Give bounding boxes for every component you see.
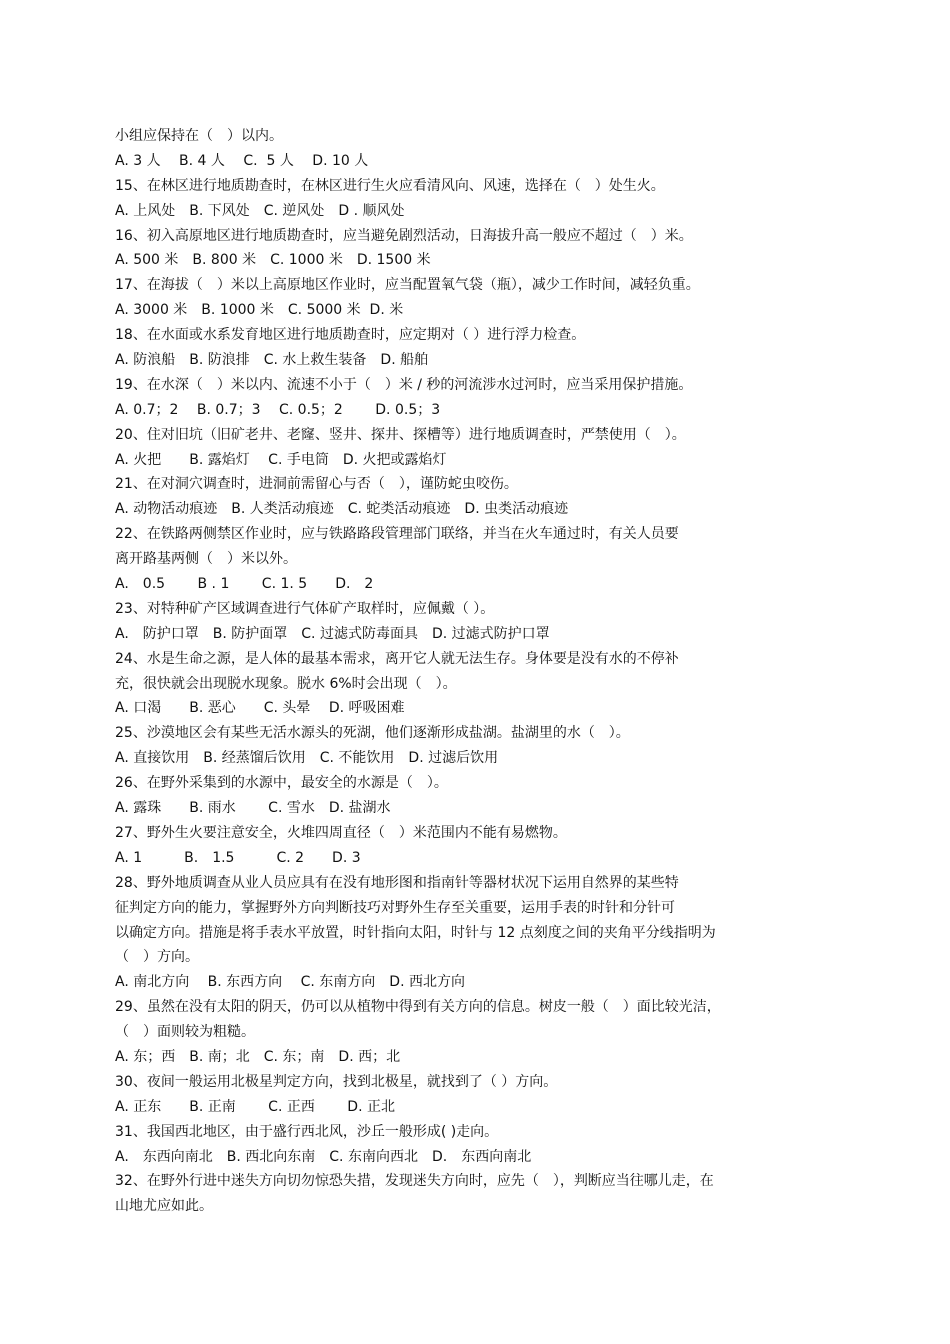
- answer-options-line: A. 0.7；2 B. 0.7；3 C. 0.5；2 D. 0.5；3: [115, 401, 441, 418]
- answer-options-line: A. 火把 B. 露焰灯 C. 手电筒 D. 火把或露焰灯: [115, 451, 447, 468]
- question-24: 24、水是生命之源，是人体的最基本需求，离开它人就无法生存。身体要是没有水的不停补: [115, 650, 679, 667]
- answer-options-line: A. 500 米 B. 800 米 C. 1000 米 D. 1500 米: [115, 252, 431, 269]
- question-28-continued: 征判定方向的能力，掌握野外方向判断技巧对野外生存至关重要，运用手表的时针和分针可: [115, 899, 675, 916]
- answer-options-line: A. 0.5 B . 1 C. 1. 5 D. 2: [115, 576, 374, 593]
- answer-options-line: A. 东西向南北 B. 西北向东南 C. 东南向西北 D. 东西向南北: [115, 1148, 532, 1165]
- document-page: [115, 124, 845, 1219]
- answer-options-line: A. 露珠 B. 雨水 C. 雪水 D. 盐湖水: [115, 800, 391, 817]
- answer-options-line: A. 3000 米 B. 1000 米 C. 5000 米 D. 米: [115, 302, 404, 319]
- answer-options-line: A. 直接饮用 B. 经蒸馏后饮用 C. 不能饮用 D. 过滤后饮用: [115, 750, 499, 767]
- question-20: 20、住对旧坑（旧矿老井、老窿、竖井、探井、探槽等）进行地质调查时，严禁使用（ ）。: [115, 426, 686, 443]
- question-23: 23、对特种矿产区域调查进行气体矿产取样时，应佩戴（ ）。: [115, 600, 495, 617]
- question-17: 17、在海拔（ ）米以上高原地区作业时，应当配置氧气袋（瓶），减少工作时间，减轻负重。: [115, 277, 700, 294]
- question-21: 21、在对洞穴调查时，进洞前需留心与否（ ），谨防蛇虫咬伤。: [115, 476, 518, 493]
- question-15: 15、在林区进行地质勘查时，在林区进行生火应看清风向、风速，选择在（ ）处生火。: [115, 177, 665, 194]
- question-31: 31、我国西北地区，由于盛行西北风，沙丘一般形成( )走向。: [115, 1123, 499, 1140]
- question-32-continued: 山地尤应如此。: [115, 1198, 213, 1215]
- question-27: 27、野外生火要注意安全，火堆四周直径（ ）米范围内不能有易燃物。: [115, 824, 567, 841]
- answer-options-line: A. 口渴 B. 恶心 C. 头晕 D. 呼吸困难: [115, 700, 405, 717]
- question-28-continued: 以确定方向。措施是将手表水平放置，时针指向太阳，时针与 12 点刻度之间的夹角平分线指明为: [115, 924, 716, 941]
- question-25: 25、沙漠地区会有某些无活水源头的死湖，他们逐渐形成盐湖。盐湖里的水（ ）。: [115, 725, 630, 742]
- answer-options-line: A. 1 B. 1.5 C. 2 D. 3: [115, 849, 361, 866]
- question-16: 16、初入高原地区进行地质勘查时，应当避免剧烈活动，日海拔升高一般应不超过（ ）米。: [115, 227, 693, 244]
- answer-options-line: A. 正东 B. 正南 C. 正西 D. 正北: [115, 1098, 395, 1115]
- answer-options-line: A. 防浪船 B. 防浪排 C. 水上救生装备 D. 船舶: [115, 352, 429, 369]
- question-19: 19、在水深（ ）米以内、流速不小于（ ）米 / 秒的河流涉水过河时，应当采用保护措施。: [115, 376, 693, 393]
- question-22: 22、在铁路两侧禁区作业时，应与铁路路段管理部门联络，并当在火车通过时，有关人员要: [115, 526, 679, 543]
- question-24-continued: 充，很快就会出现脱水现象。脱水 6%时会出现（ ）。: [115, 675, 457, 692]
- question-30: 30、夜间一般运用北极星判定方向，找到北极星，就找到了（ ）方向。: [115, 1073, 558, 1090]
- question-28: 28、野外地质调查从业人员应具有在没有地形图和指南针等器材状况下运用自然界的某些特: [115, 874, 679, 891]
- text-line: 小组应保持在（ ）以内。: [115, 128, 283, 144]
- answer-options-line: A. 3 人 B. 4 人 C. 5 人 D. 10 人: [115, 152, 369, 169]
- question-29: 29、虽然在没有太阳的阴天，仍可以从植物中得到有关方向的信息。树皮一般（ ）面比较光洁，: [115, 999, 721, 1016]
- question-29-continued: （ ）面则较为粗糙。: [115, 1024, 255, 1041]
- question-32: 32、在野外行进中迷失方向切勿惊恐失措，发现迷失方向时，应先（ ），判断应当往哪儿走，在: [115, 1173, 714, 1190]
- question-26: 26、在野外采集到的水源中，最安全的水源是（ ）。: [115, 775, 448, 792]
- answer-options-line: A. 动物活动痕迹 B. 人类活动痕迹 C. 蛇类活动痕迹 D. 虫类活动痕迹: [115, 501, 569, 518]
- question-22-continued: 离开路基两侧（ ）米以外。: [115, 551, 297, 568]
- question-28-continued: （ ）方向。: [115, 949, 199, 966]
- answer-options-line: A. 防护口罩 B. 防护面罩 C. 过滤式防毒面具 D. 过滤式防护口罩: [115, 625, 550, 642]
- answer-options-line: A. 东；西 B. 南；北 C. 东；南 D. 西；北: [115, 1048, 401, 1065]
- question-18: 18、在水面或水系发育地区进行地质勘查时，应定期对（ ）进行浮力检查。: [115, 327, 586, 344]
- answer-options-line: A. 上风处 B. 下风处 C. 逆风处 D . 顺风处: [115, 202, 405, 219]
- answer-options-line: A. 南北方向 B. 东西方向 C. 东南方向 D. 西北方向: [115, 974, 465, 991]
